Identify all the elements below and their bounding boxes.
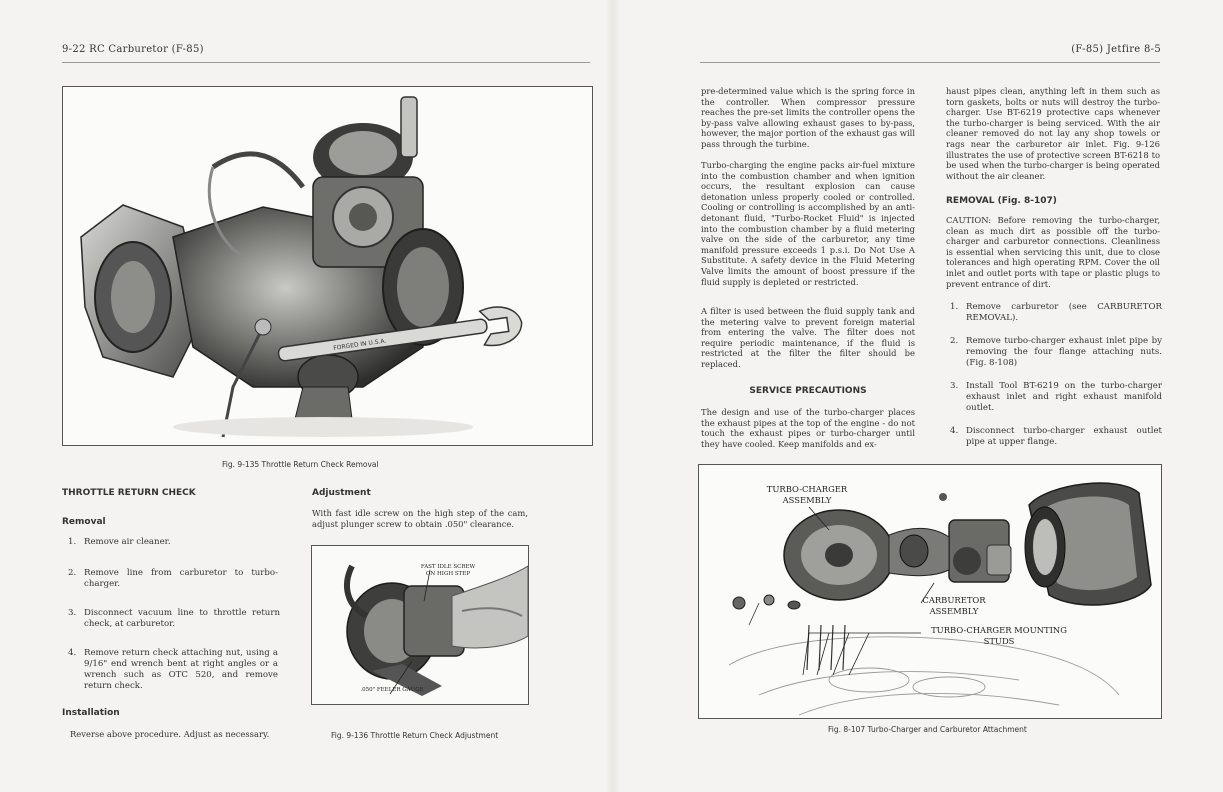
left-step-3: [68, 608, 280, 630]
removal-heading: Removal: [62, 517, 106, 527]
figure-8-107-caption: Fig. 8-107 Turbo-Charger and Carburetor Attachment: [828, 725, 1027, 734]
left-header-rule: [62, 62, 590, 63]
carburetor-photo: [63, 87, 592, 445]
mounting-studs-line2: STUDS: [983, 636, 1015, 646]
step-text: Remove carburetor (see CARBURETOR REMOVAL).: [966, 302, 1162, 323]
step-text: Disconnect turbo-charger exhaust outlet pipe at upper flange.: [966, 426, 1162, 447]
adjustment-text: With fast idle screw on the high step of the cam, adjust plunger screw to obtain .050" clearance.: [312, 508, 528, 529]
step-number: 1.: [950, 302, 959, 312]
left-step-4: [68, 648, 278, 692]
carburetor-assembly-label: [906, 595, 1002, 617]
step-number: 1.: [68, 537, 77, 547]
throttle-return-check-heading: THROTTLE RETURN CHECK: [62, 488, 196, 498]
feeler-gauge-label: .050" FEELER GAUGE: [360, 687, 424, 693]
step-text: Install Tool BT-6219 on the turbo-charger exhaust inlet and right exhaust manifold outlet.: [966, 381, 1162, 413]
figure-9-136-caption: Fig. 9-136 Throttle Return Check Adjustment: [331, 731, 499, 740]
right-step-3: [950, 381, 1162, 414]
figure-9-135-caption: Fig. 9-135 Throttle Return Check Removal: [222, 460, 379, 469]
right-header-rule: [700, 62, 1160, 63]
caution-paragraph: CAUTION: Before removing the turbo-charger, clean as much dirt as possible off the turbo-charger and carburetor connections. Cleanliness is essential when servicing this unit, due to close tolerances and high operating RPM. Cover the oil inlet and outlet ports with tape or plastic plugs to prevent entrance of dirt.: [946, 215, 1160, 289]
service-precautions-heading: SERVICE PRECAUTIONS: [749, 386, 867, 396]
turbo-assembly-label: [755, 484, 859, 506]
step-text: Remove air cleaner.: [84, 537, 171, 547]
fast-idle-screw-label: [408, 564, 488, 577]
step-number: 4.: [950, 426, 959, 436]
turbo-assembly-line2: ASSEMBLY: [782, 495, 832, 505]
turbo-assembly-line1: TURBO-CHARGER: [766, 484, 848, 494]
step-number: 4.: [68, 648, 77, 658]
installation-heading: Installation: [62, 708, 120, 718]
carburetor-assembly-line1: CARBURETOR: [922, 595, 986, 605]
step-text: Remove turbo-charger exhaust inlet pipe by removing the four flange attaching nuts. (Fig. 8-108): [966, 336, 1162, 368]
step-number: 3.: [68, 608, 77, 618]
mounting-studs-label: [919, 625, 1079, 647]
step-text: Remove return check attaching nut, using a 9/16" end wrench bent at right angles or a wrench such as OTC 520, and remove return check.: [84, 648, 278, 691]
right-step-4: [950, 426, 1162, 448]
left-step-1: [68, 537, 278, 548]
figure-9-135: [62, 86, 593, 446]
right-step-1: [950, 302, 1162, 324]
step-number: 3.: [950, 381, 959, 391]
mounting-studs-line1: TURBO-CHARGER MOUNTING: [931, 625, 1067, 635]
figure-9-136: [311, 545, 529, 705]
step-text: Disconnect vacuum line to throttle return check, at carburetor.: [84, 608, 280, 629]
step-number: 2.: [950, 336, 959, 346]
left-step-2: [68, 568, 278, 590]
col1-paragraph-4: The design and use of the turbo-charger places the exhaust pipes at the top of the engine - do not touch the exhaust pipes or turbo-charger until they have cooled. Keep manifolds and ex-: [701, 407, 915, 449]
step-text: Remove line from carburetor to turbo-charger.: [84, 568, 278, 589]
carburetor-assembly-line2: ASSEMBLY: [929, 606, 979, 616]
wrench-text: FORGED IN U.S.A.: [332, 337, 387, 352]
step-number: 2.: [68, 568, 77, 578]
col2-paragraph-1: haust pipes clean, anything left in them such as torn gaskets, bolts or nuts will destroy the turbo-charger. Use BT-6219 protective caps whenever the turbo-charger is being serviced. With the air cleaner removed do not lay any shop towels or rags near the carburetor air inlet. Fig. 9-126 illustrates the use of protective screen BT-6218 to be used when the turbo-charger is being operated without the air cleaner.: [946, 86, 1160, 181]
figure-8-107: [698, 464, 1162, 719]
fast-idle-screw-line2: ON HIGH STEP: [425, 570, 471, 577]
col1-paragraph-1: pre-determined value which is the spring force in the controller. When compressor pressure reaches the pre-set limits the controller opens the by-pass valve allowing exhaust gases to by-pass, however, the major portion of the exhaust gas will pass through the turbine.: [701, 86, 915, 149]
right-page: [612, 0, 1223, 792]
right-step-2: [950, 336, 1162, 369]
installation-text: Reverse above procedure. Adjust as necessary.: [70, 729, 270, 739]
removal-fig-heading: REMOVAL (Fig. 8-107): [946, 196, 1057, 206]
fast-idle-screw-line1: FAST IDLE SCREW: [420, 564, 476, 570]
col1-paragraph-3: A filter is used between the fluid supply tank and the metering valve to prevent foreign material from entering the valve. The filter does not require periodic maintenance, if the fluid is restricted at the filter the filter should be replaced.: [701, 306, 915, 369]
adjustment-heading: Adjustment: [312, 488, 371, 498]
right-page-header: (F-85) Jetfire 8-5: [1071, 44, 1161, 55]
left-page-header: 9-22 RC Carburetor (F-85): [62, 44, 204, 55]
col1-paragraph-2: Turbo-charging the engine packs air-fuel mixture into the combustion chamber and when ignition occurs, the resultant explosion can cause detonation unless properly cooled or controlled. Cooling or controlling is accomplished by an anti-detonant fluid, "Turbo-Rocket Fluid" is injected into the combustion chamber by a fluid metering valve on the side of the carburetor, any time manifold pressure exceeds 1 p.s.i. Do Not Use A Substitute. A safety device in the Fluid Metering Valve limits the amount of boost pressure if the fluid supply is depleted or restricted.: [701, 160, 915, 287]
